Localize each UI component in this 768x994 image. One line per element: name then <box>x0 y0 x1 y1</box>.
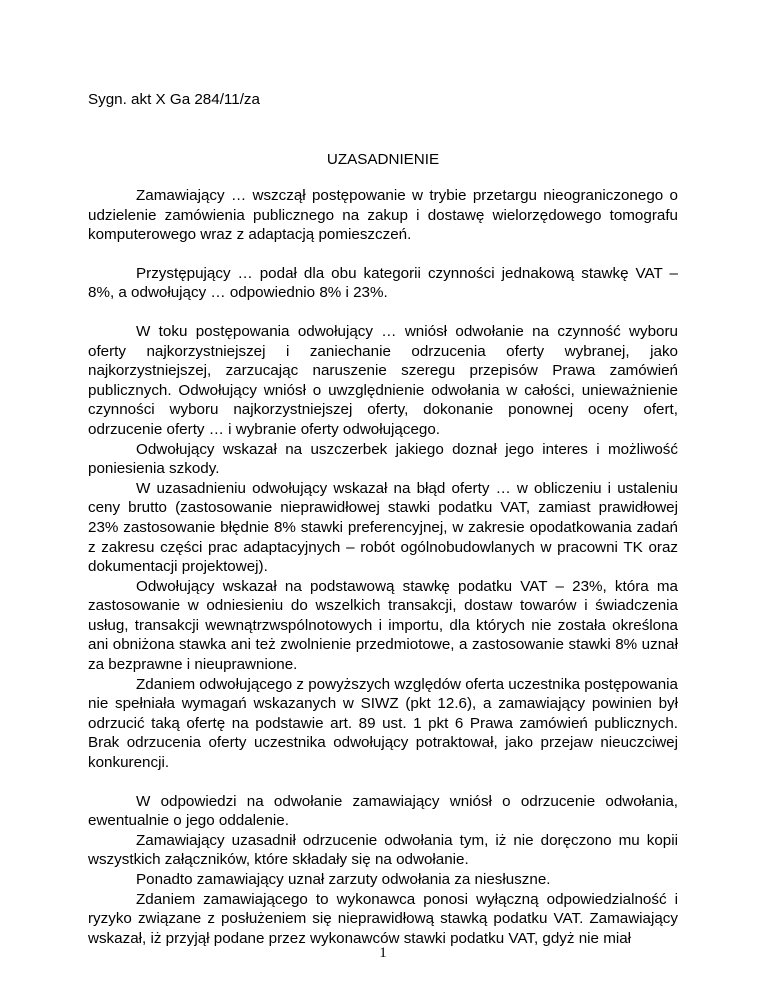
paragraph: Zamawiający … wszczął postępowanie w trybie przetargu nieograniczonego o udzielenie zamówienia publicznego na zakup i dostawę wielorzędowego tomografu komputerowego wraz z adaptacją pomieszczeń. <box>88 187 678 244</box>
paragraph: Odwołujący wskazał na uszczerbek jakiego doznał jego interes i możliwość poniesienia szkody. <box>88 440 678 478</box>
document-body <box>88 186 678 948</box>
document-title: UZASADNIENIE <box>326 151 440 168</box>
paragraph: Zdaniem zamawiającego to wykonawca ponosi wyłączną odpowiedzialność i ryzyko związane z posłużeniem się nieprawidłową stawką podatku VAT. Zamawiający wskazał, iż przyjął podane przez wykonawców stawki podatku VAT, gdyż nie miał <box>88 890 678 947</box>
paragraph: Zdaniem odwołującego z powyższych względów oferta uczestnika postępowania nie spełniała wymagań wskazanych w SIWZ (pkt 12.6), a zamawiający powinien był odrzucić taką ofertę na podstawie art. 89 ust. 1 pkt 6 Prawa zamówień publicznych. Brak odrzucenia oferty uczestnika odwołujący potraktował, jako przejaw nieuczciwej konkurencji. <box>88 675 678 772</box>
page-number: 1 <box>379 945 387 961</box>
document-page <box>88 0 678 994</box>
paragraph: Zamawiający uzasadnił odrzucenie odwołania tym, iż nie doręczono mu kopii wszystkich załączników, które składały się na odwołanie. <box>88 831 678 869</box>
paragraph: Odwołujący wskazał na podstawową stawkę podatku VAT – 23%, która ma zastosowanie w odniesieniu do wszelkich transakcji, dostaw towarów i świadczenia usług, transakcji wewnątrzwspólnotowych i importu, dla których nie została określona ani obniżona stawka ani też zwolnienie przedmiotowe, a zastosowanie stawki 8% uznał za bezprawne i nieuprawnione. <box>88 577 678 674</box>
case-signature: Sygn. akt X Ga 284/11/za <box>88 91 260 108</box>
paragraph: W odpowiedzi na odwołanie zamawiający wniósł o odrzucenie odwołania, ewentualnie o jego oddalenie. <box>88 792 678 830</box>
paragraph: Ponadto zamawiający uznał zarzuty odwołania za niesłuszne. <box>136 871 551 888</box>
paragraph: W toku postępowania odwołujący … wniósł odwołanie na czynność wyboru oferty najkorzystniejszej i zaniechanie odrzucenia oferty wybranej, jako najkorzystniejszej, zarzucając naruszenie szeregu przepisów Prawa zamówień publicznych. Odwołujący wniósł o uwzględnienie odwołania w całości, unieważnienie czynności wyboru najkorzystniejszej oferty, dokonanie ponownej oceny ofert, odrzucenie oferty … i wybranie oferty odwołującego. <box>88 322 678 438</box>
paragraph: W uzasadnieniu odwołujący wskazał na błąd oferty … w obliczeniu i ustaleniu ceny brutto (zastosowanie nieprawidłowej stawki podatku VAT, zamiast prawidłowej 23% zastosowanie błędnie 8% stawki preferencyjnej, w zakresie opodatkowania zadań z zakresu części prac adaptacyjnych – robót ogólnobudowlanych w pracowni TK oraz dokumentacji projektowej). <box>88 479 678 576</box>
paragraph: Przystępujący … podał dla obu kategorii czynności jednakową stawkę VAT – 8%, a odwołujący … odpowiednio 8% i 23%. <box>88 264 678 302</box>
